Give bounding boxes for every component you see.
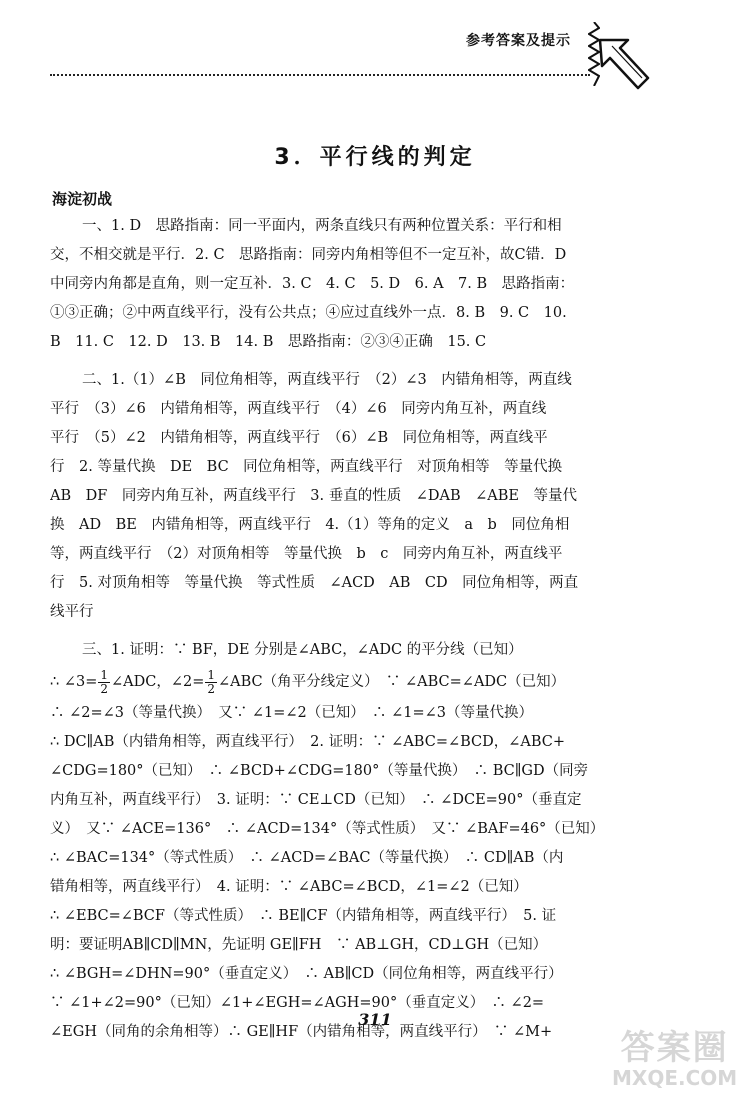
answer-line: 等，两直线平行 （2）对顶角相等 等量代换 b c 同旁内角互补，两直线平 [50, 546, 563, 562]
watermark [612, 1030, 737, 1090]
answer-body [50, 212, 662, 1047]
answer-line: ∴ ∠EBC=∠BCF（等式性质） ∴ BE∥CF（内错角相等，两直线平行） 5. 证 [50, 908, 557, 924]
text-segment: ∠ADC，∠2= [111, 674, 205, 690]
answer-line: 内角互补，两直线平行） 3. 证明：∵ CE⊥CD（已知） ∴ ∠DCE=90°（垂直定 [50, 792, 582, 808]
answer-line: ∠CDG=180°（已知） ∴ ∠BCD+∠CDG=180°（等量代换） ∴ BC∥GD（同旁 [50, 763, 589, 779]
answer-line: ∴ ∠BGH=∠DHN=90°（垂直定义） ∴ AB∥CD（同位角相等，两直线平行） [50, 966, 563, 982]
answer-line: ①③正确；②中两直线平行，没有公共点；④应过直线外一点．8. B 9. C 10. [50, 305, 567, 321]
answer-line: ∠EGH（同角的余角相等）∴ GE∥HF（内错角相等，两直线平行） ∵ ∠M+ [50, 1024, 553, 1040]
answer-line: 中同旁内角都是直角，则一定互补．3. C 4. C 5. D 6. A 7. B 思路指南： [50, 276, 575, 292]
answer-line: 平行 （3）∠6 内错角相等，两直线平行 （4）∠6 同旁内角互补，两直线 [50, 401, 547, 417]
diagonal-arrow-icon [598, 36, 650, 92]
answer-line: 三、1. 证明：∵ BF，DE 分别是∠ABC，∠ADC 的平分线（已知） [82, 642, 523, 658]
answer-line: 换 AD BE 内错角相等，两直线平行 4.（1）等角的定义 a b 同位角相 [50, 517, 570, 533]
answer-line: ∵ ∠1+∠2=90°（已知）∠1+∠EGH=∠AGH=90°（垂直定义） ∴ ∠2= [50, 995, 545, 1011]
answer-line: 一、1. D 思路指南：同一平面内，两条直线只有两种位置关系：平行和相 [82, 218, 562, 234]
answer-line: ∴ ∠BAC=134°（等式性质） ∴ ∠ACD=∠BAC（等量代换） ∴ CD∥AB（内 [50, 850, 564, 866]
fraction [98, 669, 110, 696]
sub-heading: 海淀初战 [52, 190, 113, 208]
answer-line: 行 5. 对顶角相等 等量代换 等式性质 ∠ACD AB CD 同位角相等，两直 [50, 575, 579, 591]
answer-line: 平行 （5）∠2 内错角相等，两直线平行 （6）∠B 同位角相等，两直线平 [50, 430, 548, 446]
page-number: 311 [358, 1010, 392, 1029]
answer-line: ∴ ∠2=∠3（等量代换） 又∵ ∠1=∠2（已知） ∴ ∠1=∠3（等量代换） [50, 705, 534, 721]
fraction-numerator: 1 [207, 667, 216, 682]
watermark-logo: 答案圈 [620, 1028, 729, 1068]
text-segment: ∠ABC（角平分线定义） ∵ ∠ABC=∠ADC（已知） [218, 674, 566, 690]
answer-line: 义） 又∵ ∠ACE=136° ∴ ∠ACD=134°（等式性质） 又∵ ∠BAF=46°（已知） [50, 821, 605, 837]
answer-line: 行 2. 等量代换 DE BC 同位角相等，两直线平行 对顶角相等 等量代换 [50, 459, 563, 475]
answer-line: ∴ DC∥AB（内错角相等，两直线平行） 2. 证明：∵ ∠ABC=∠BCD，∠ABC+ [50, 734, 566, 750]
answer-line-with-fractions [50, 665, 662, 699]
fraction-numerator: 1 [100, 667, 108, 682]
fraction-denominator: 2 [207, 681, 216, 696]
header-dotted-rule [50, 74, 590, 76]
fraction [205, 669, 217, 696]
answer-line: 线平行 [50, 604, 94, 620]
section-title: 3．平行线的判定 [274, 145, 476, 170]
answer-line: 错角相等，两直线平行） 4. 证明：∵ ∠ABC=∠BCD，∠1=∠2（已知） [50, 879, 528, 895]
answer-line: B 11. C 12. D 13. B 14. B 思路指南：②③④正确 15. C [50, 334, 487, 350]
answer-line: AB DF 同旁内角互补，两直线平行 3. 垂直的性质 ∠DAB ∠ABE 等量代 [50, 488, 578, 504]
answer-line: 交，不相交就是平行．2. C 思路指南：同旁内角相等但不一定互补，故C错．D [50, 247, 567, 263]
answer-line: 明：要证明AB∥CD∥MN，先证明 GE∥FH ∵ AB⊥GH，CD⊥GH（已知） [50, 937, 548, 953]
header-label: 参考答案及提示 [466, 33, 571, 49]
text-segment: ∴ ∠3= [50, 674, 98, 690]
watermark-url: MXQE.COM [612, 1066, 738, 1090]
fraction-denominator: 2 [100, 681, 108, 696]
answer-line: 二、1.（1）∠B 同位角相等，两直线平行 （2）∠3 内错角相等，两直线 [82, 372, 572, 388]
